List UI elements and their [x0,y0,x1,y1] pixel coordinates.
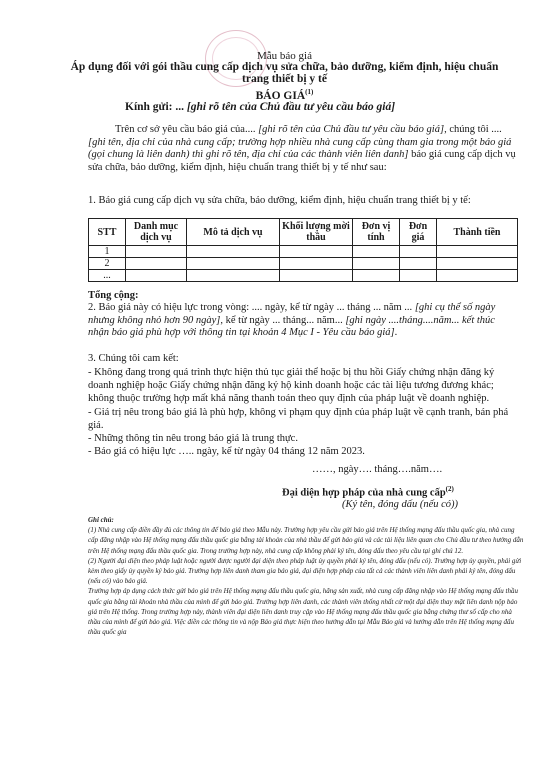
col-header: Khối lượng mời thầu [280,219,353,246]
intro-hint: [ghi tên, địa chỉ của nhà cung cấp; trường hợp nhiều nhà cung cấp cùng tham gia trong một báo giá (gọi chung là liên danh) thì ghi rõ tên, địa chỉ của các thành viên liên danh] [88,136,512,161]
col-header: Mô tả dịch vụ [187,219,280,246]
table-row [89,246,518,258]
commitment-item: - Giá trị nêu trong báo giá là phù hợp, không vi phạm quy định của pháp luật về cạnh tranh, bán phá giá. [88,406,509,431]
commitment-item: - Báo giá có hiệu lực ….. ngày, kể từ ngày 04 tháng 12 năm 2023. [88,446,365,458]
intro-text: Trên cơ sở yêu cầu báo giá của.... [115,124,259,135]
signature-footnote-ref: (2) [445,485,454,493]
intro-hint: [ghi rõ tên của Chủ đầu tư yêu cầu báo giá] [258,124,445,135]
form-name: Mẫu báo giá [257,50,312,62]
row-number: 1 [89,246,126,258]
col-header: Đơn vị tính [353,219,400,246]
section-2-paragraph [88,302,518,340]
row-number: ... [89,270,126,282]
note-item: (1) Nhà cung cấp điền đầy đủ các thông tin để báo giá theo Mẫu này. Trường hợp yêu cầu gửi báo giá trên Hệ thống mạng đấu thầu quốc gia, nhà cung cấp đăng nhập vào Hệ thống mạng đấu thầu quốc gia bằng tài khoản của nhà thầu để gửi báo giá và các tài liệu liên quan cho Chủ đầu tư theo hướng dẫn trên Hệ thống mạng đấu thầu quốc gia. Trong trường hợp này, nhà cung cấp không phải ký tên, đóng dấu theo yêu cầu tại ghi chú 12. [88,526,524,555]
greeting-hint: [ghi rõ tên của Chủ đầu tư yêu cầu báo giá] [186,101,396,113]
section-2-text: , kể từ ngày ... tháng... năm... [220,314,346,326]
signature-hint: (Ký tên, đóng dấu (nếu có)) [342,499,459,510]
total-label: Tổng cộng: [88,290,139,301]
document-title [60,88,509,102]
commitment-item: - Không đang trong quá trình thực hiện thủ tục giải thể hoặc bị thu hồi Giấy chứng nhận đăng ký doanh nghiệp hoặc Giấy chứng nhận đăng ký hộ kinh doanh hoặc các tài liệu tương đương khác; không thuộc trường hợp mất khả năng thanh toán theo quy định của pháp luật về doanh nghiệp. [88,367,495,405]
greeting [125,101,395,113]
title-text: BÁO GIÁ [255,89,306,102]
table-row [89,258,518,270]
note-item: Trường hợp áp dụng cách thức gửi báo giá trên Hệ thống mạng đấu thầu quốc gia, hãng sản xuất, nhà cung cấp đăng nhập vào Hệ thống mạng đấu thầu quốc gia bằng tài khoản nhà thầu của mình để gửi báo giá. Trường hợp liên danh, các thành viên thống nhất cử một đại diện thay mặt liên danh nộp báo giá trên Hệ thống. Trong trường hợp này, thành viên đại diện liên danh truy cập vào Hệ thống mạng đấu thầu quốc gia bằng chứng thư số cấp cho nhà thầu của mình để gửi báo giá. Việc điền các thông tin và nộp Báo giá thực hiện theo hướng dẫn tại Mẫu Báo giá và hướng dẫn trên Hệ thống mạng đấu thầu quốc gia [88,587,518,637]
col-header: Đơn giá [400,219,437,246]
section-2-hint: [ghi ngày ....tháng....năm... kết thúc nhận báo giá phù hợp với thông tin tại khoản 4 Mục I - Yêu cầu báo giá] [88,314,495,339]
signature-title [282,485,454,499]
section-1-title: 1. Báo giá cung cấp dịch vụ sửa chữa, bảo dưỡng, kiểm định, hiệu chuẩn trang thiết bị y tế: [88,195,471,206]
col-header: STT [89,219,126,246]
intro-paragraph [88,124,518,174]
note-item: (2) Người đại diện theo pháp luật hoặc người được người đại diện theo pháp luật ủy quyền phải ký tên, đóng dấu (nếu có). Trường hợp ủy quyền, phải gửi kèm theo giấy ủy quyền ký báo giá. Trường hợp liên danh tham gia báo giá, đại diện hợp pháp của tất cả các thành viên liên danh phải ký tên, đóng dấu (nếu có) vào báo giá. [88,556,522,586]
section-2-hint: [ghi cụ thể số ngày nhưng không nhỏ hơn 90 ngày] [88,302,496,326]
intro-text: báo giá cung cấp dịch vụ sửa chữa, bảo dưỡng, kiểm định, hiệu chuẩn trang thiết bị y tế như sau: [88,149,516,173]
date-line: ……, ngày…. tháng….năm…. [312,464,443,475]
greeting-label: Kính gửi: ... [125,101,184,113]
section-2-text: . [394,327,398,339]
signature-title-text: Đại diện hợp pháp của nhà cung cấp [282,487,446,499]
col-header: Danh mục dịch vụ [126,219,187,246]
table-header-row [89,219,518,246]
commitment-item: - Những thông tin nêu trong báo giá là trung thực. [88,433,298,445]
section-2-text: 2. Báo giá này có hiệu lực trong vòng: .... ngày, kể từ ngày ... tháng ... năm ... [88,302,415,313]
notes-section [88,515,524,637]
section-3-title: 3. Chúng tôi cam kết: [88,353,179,364]
row-number: 2 [89,258,126,270]
commitment-list [88,366,518,458]
quotation-table [88,218,518,282]
title-footnote-ref: (1) [305,88,314,96]
col-header: Thành tiền [437,219,518,246]
intro-text: , chúng tôi .... [444,124,502,135]
table-row [89,270,518,282]
document-subject: Áp dụng đối với gói thầu cung cấp dịch vụ sửa chữa, bảo dưỡng, kiểm định, hiệu chuẩn trang thiết bị y tế [70,61,499,85]
notes-heading: Ghi chú: [88,516,114,524]
